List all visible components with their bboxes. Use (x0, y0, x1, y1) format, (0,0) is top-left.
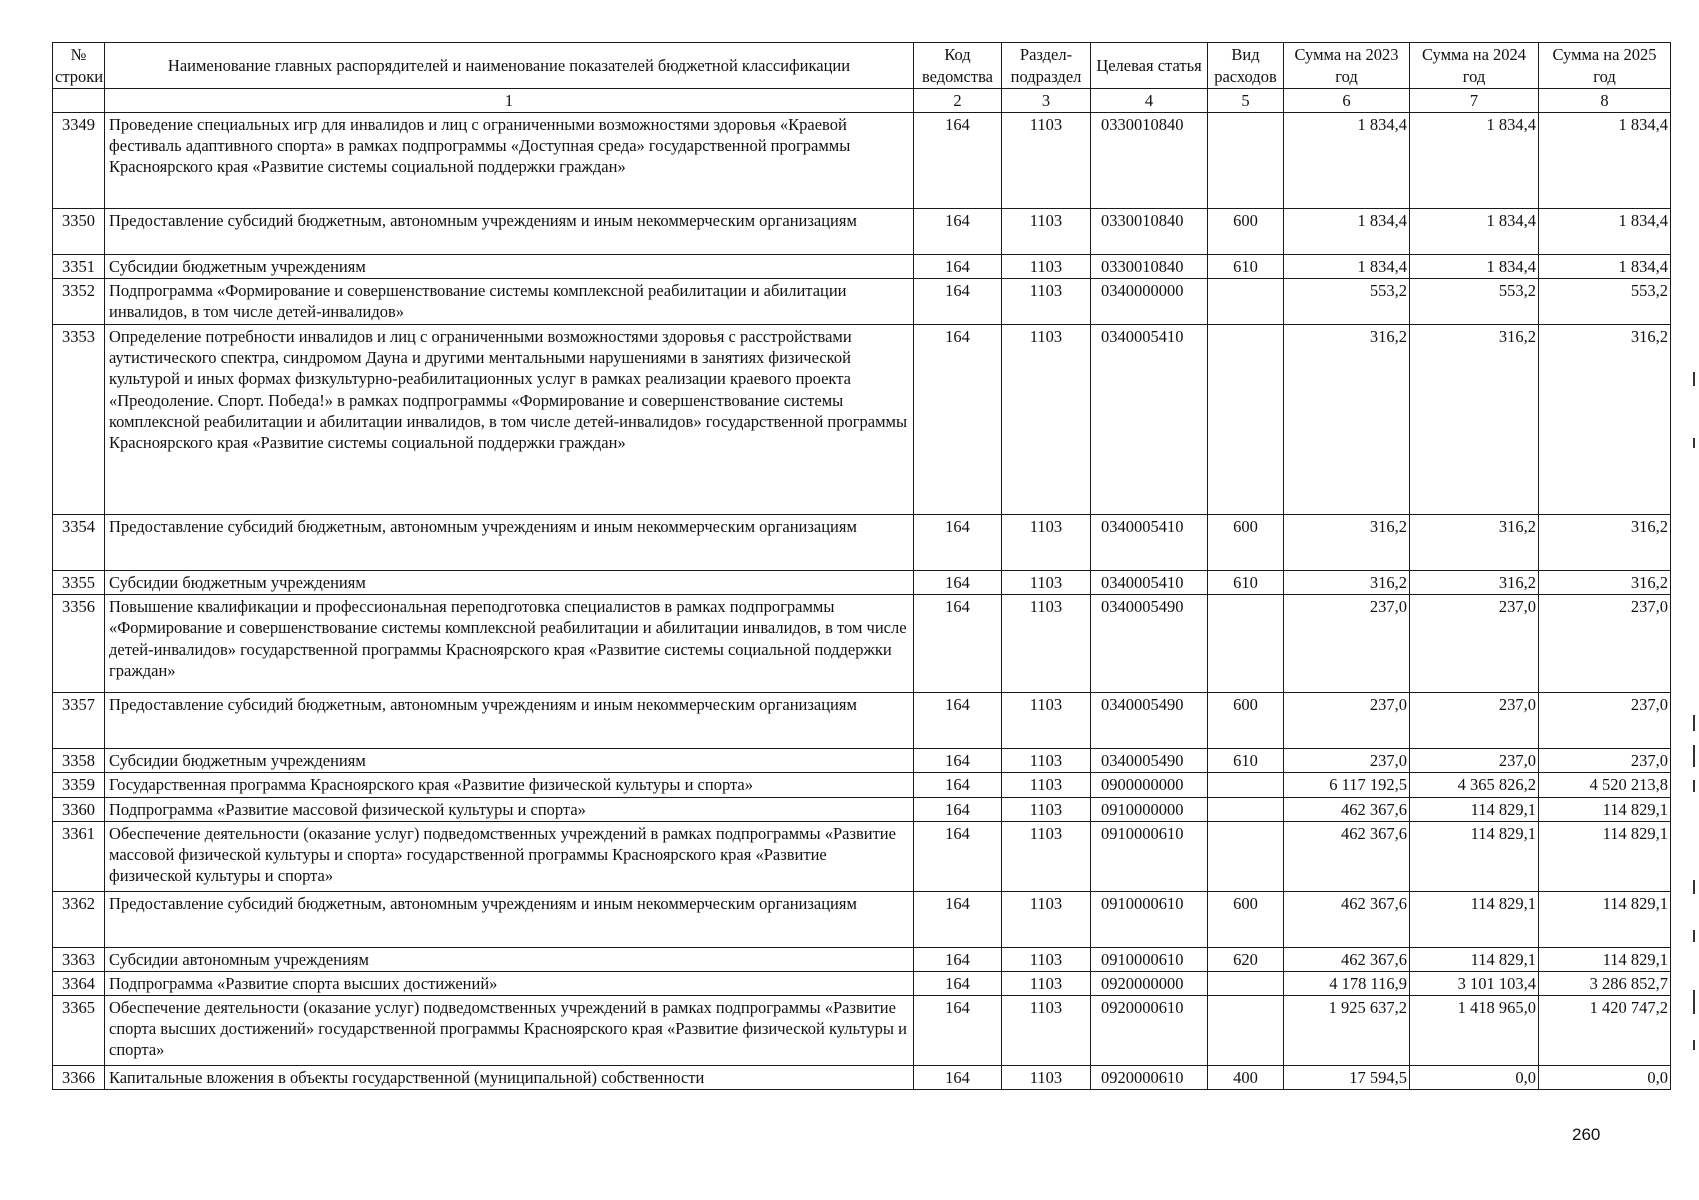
row-number: 3365 (53, 995, 105, 1065)
row-vid: 600 (1208, 891, 1284, 947)
table-row (53, 113, 1671, 209)
row-number: 3353 (53, 325, 105, 515)
row-sum-2024: 237,0 (1410, 693, 1539, 749)
row-sum-2023: 462 367,6 (1284, 797, 1410, 821)
column-number: 7 (1410, 89, 1539, 113)
row-name: Предоставление субсидий бюджетным, автономным учреждениям и иным некоммерческим организациям (105, 693, 914, 749)
scan-mark (1693, 880, 1695, 894)
row-section: 1103 (1002, 325, 1091, 515)
scan-mark (1693, 930, 1695, 942)
header-num: № строки (53, 43, 105, 89)
row-sum-2025: 316,2 (1539, 515, 1671, 571)
row-section: 1103 (1002, 571, 1091, 595)
row-section: 1103 (1002, 797, 1091, 821)
row-vid: 600 (1208, 515, 1284, 571)
row-number: 3350 (53, 209, 105, 255)
row-sum-2025: 237,0 (1539, 595, 1671, 693)
table-row (53, 971, 1671, 995)
row-number: 3355 (53, 571, 105, 595)
row-code: 164 (914, 571, 1002, 595)
row-sum-2024: 1 834,4 (1410, 113, 1539, 209)
row-sum-2024: 1 834,4 (1410, 255, 1539, 279)
row-target: 0920000000 (1091, 971, 1208, 995)
row-code: 164 (914, 279, 1002, 325)
row-vid (1208, 595, 1284, 693)
scan-mark (1693, 990, 1695, 1014)
row-name: Субсидии бюджетным учреждениям (105, 571, 914, 595)
row-sum-2025: 4 520 213,8 (1539, 773, 1671, 797)
row-name: Государственная программа Красноярского края «Развитие физической культуры и спорта» (105, 773, 914, 797)
row-number: 3352 (53, 279, 105, 325)
row-target: 0340005410 (1091, 325, 1208, 515)
row-target: 0340005490 (1091, 693, 1208, 749)
row-name: Повышение квалификации и профессиональная переподготовка специалистов в рамках подпрограммы «Формирование и совершенствование системы комплексной реабилитации и абилитации инвалидов, в том числе детей-инвалидов» государственной программы Красноярского края «Развитие системы социальной поддержки граждан» (105, 595, 914, 693)
table-row (53, 947, 1671, 971)
row-section: 1103 (1002, 995, 1091, 1065)
row-number: 3366 (53, 1065, 105, 1089)
row-section: 1103 (1002, 595, 1091, 693)
row-sum-2024: 1 834,4 (1410, 209, 1539, 255)
row-name: Предоставление субсидий бюджетным, автономным учреждениям и иным некоммерческим организациям (105, 515, 914, 571)
row-section: 1103 (1002, 821, 1091, 891)
column-number: 3 (1002, 89, 1091, 113)
row-number: 3363 (53, 947, 105, 971)
header-row (53, 43, 1671, 89)
row-number: 3351 (53, 255, 105, 279)
row-code: 164 (914, 995, 1002, 1065)
header-sum-2024: Сумма на 2024 год (1410, 43, 1539, 89)
row-code: 164 (914, 891, 1002, 947)
row-target: 0910000610 (1091, 821, 1208, 891)
header-sum-2025: Сумма на 2025 год (1539, 43, 1671, 89)
row-sum-2024: 114 829,1 (1410, 797, 1539, 821)
row-number: 3362 (53, 891, 105, 947)
row-sum-2025: 114 829,1 (1539, 947, 1671, 971)
row-number: 3361 (53, 821, 105, 891)
row-sum-2025: 0,0 (1539, 1065, 1671, 1089)
row-name: Обеспечение деятельности (оказание услуг) подведомственных учреждений в рамках подпрограммы «Развитие массовой физической культуры и спорта» государственной программы Красноярского края «Развитие физической культуры и спорта» (105, 821, 914, 891)
row-vid (1208, 995, 1284, 1065)
scan-mark (1693, 438, 1695, 448)
row-vid (1208, 279, 1284, 325)
row-code: 164 (914, 209, 1002, 255)
table-row (53, 1065, 1671, 1089)
row-code: 164 (914, 693, 1002, 749)
row-code: 164 (914, 325, 1002, 515)
row-vid (1208, 773, 1284, 797)
row-number: 3356 (53, 595, 105, 693)
row-sum-2025: 316,2 (1539, 571, 1671, 595)
header-code: Код ведомства (914, 43, 1002, 89)
row-sum-2023: 4 178 116,9 (1284, 971, 1410, 995)
row-number: 3360 (53, 797, 105, 821)
row-target: 0340005410 (1091, 515, 1208, 571)
row-sum-2025: 1 420 747,2 (1539, 995, 1671, 1065)
row-section: 1103 (1002, 255, 1091, 279)
row-section: 1103 (1002, 749, 1091, 773)
table-row (53, 515, 1671, 571)
header-name: Наименование главных распорядителей и наименование показателей бюджетной классификации (105, 43, 914, 89)
row-target: 0330010840 (1091, 113, 1208, 209)
row-number: 3354 (53, 515, 105, 571)
row-sum-2024: 316,2 (1410, 571, 1539, 595)
row-sum-2023: 1 834,4 (1284, 113, 1410, 209)
row-vid (1208, 971, 1284, 995)
table-row (53, 773, 1671, 797)
row-sum-2023: 1 925 637,2 (1284, 995, 1410, 1065)
row-name: Субсидии бюджетным учреждениям (105, 749, 914, 773)
row-target: 0340005490 (1091, 595, 1208, 693)
budget-table (52, 42, 1671, 1090)
row-name: Подпрограмма «Формирование и совершенствование системы комплексной реабилитации и абилитации инвалидов, в том числе детей-инвалидов» (105, 279, 914, 325)
column-number: 5 (1208, 89, 1284, 113)
row-code: 164 (914, 113, 1002, 209)
table-row (53, 325, 1671, 515)
row-target: 0340005410 (1091, 571, 1208, 595)
row-sum-2023: 237,0 (1284, 693, 1410, 749)
row-sum-2024: 237,0 (1410, 749, 1539, 773)
row-section: 1103 (1002, 693, 1091, 749)
row-sum-2024: 553,2 (1410, 279, 1539, 325)
row-target: 0340005490 (1091, 749, 1208, 773)
scan-mark (1693, 715, 1695, 731)
row-sum-2025: 114 829,1 (1539, 821, 1671, 891)
row-name: Предоставление субсидий бюджетным, автономным учреждениям и иным некоммерческим организациям (105, 891, 914, 947)
table-row (53, 797, 1671, 821)
header-section: Раздел-подраздел (1002, 43, 1091, 89)
row-sum-2024: 4 365 826,2 (1410, 773, 1539, 797)
row-sum-2025: 316,2 (1539, 325, 1671, 515)
row-vid (1208, 797, 1284, 821)
row-vid: 620 (1208, 947, 1284, 971)
row-number: 3359 (53, 773, 105, 797)
row-code: 164 (914, 255, 1002, 279)
row-vid: 610 (1208, 749, 1284, 773)
row-sum-2025: 237,0 (1539, 693, 1671, 749)
row-code: 164 (914, 947, 1002, 971)
row-code: 164 (914, 515, 1002, 571)
row-code: 164 (914, 797, 1002, 821)
row-sum-2023: 237,0 (1284, 595, 1410, 693)
column-number: 1 (105, 89, 914, 113)
row-vid: 600 (1208, 693, 1284, 749)
row-section: 1103 (1002, 773, 1091, 797)
row-vid: 600 (1208, 209, 1284, 255)
row-vid: 610 (1208, 571, 1284, 595)
row-section: 1103 (1002, 279, 1091, 325)
row-sum-2023: 1 834,4 (1284, 255, 1410, 279)
page-number: 260 (1572, 1125, 1601, 1144)
row-sum-2024: 237,0 (1410, 595, 1539, 693)
row-target: 0910000000 (1091, 797, 1208, 821)
column-number: 6 (1284, 89, 1410, 113)
row-target: 0920000610 (1091, 995, 1208, 1065)
column-number: 4 (1091, 89, 1208, 113)
row-target: 0910000610 (1091, 947, 1208, 971)
row-sum-2024: 114 829,1 (1410, 821, 1539, 891)
column-number: 8 (1539, 89, 1671, 113)
row-name: Субсидии автономным учреждениям (105, 947, 914, 971)
header-vid: Вид расходов (1208, 43, 1284, 89)
row-code: 164 (914, 749, 1002, 773)
row-sum-2023: 462 367,6 (1284, 821, 1410, 891)
row-sum-2025: 1 834,4 (1539, 255, 1671, 279)
row-section: 1103 (1002, 209, 1091, 255)
row-name: Субсидии бюджетным учреждениям (105, 255, 914, 279)
table-row (53, 995, 1671, 1065)
scan-mark (1693, 745, 1695, 767)
row-sum-2024: 3 101 103,4 (1410, 971, 1539, 995)
row-sum-2023: 316,2 (1284, 571, 1410, 595)
row-sum-2025: 114 829,1 (1539, 891, 1671, 947)
row-section: 1103 (1002, 891, 1091, 947)
row-sum-2023: 1 834,4 (1284, 209, 1410, 255)
row-name: Капитальные вложения в объекты государственной (муниципальной) собственности (105, 1065, 914, 1089)
row-section: 1103 (1002, 1065, 1091, 1089)
row-target: 0920000610 (1091, 1065, 1208, 1089)
row-vid (1208, 113, 1284, 209)
table-body (53, 113, 1671, 1090)
column-number-row (53, 89, 1671, 113)
row-name: Предоставление субсидий бюджетным, автономным учреждениям и иным некоммерческим организациям (105, 209, 914, 255)
row-sum-2024: 0,0 (1410, 1065, 1539, 1089)
row-code: 164 (914, 971, 1002, 995)
row-sum-2023: 17 594,5 (1284, 1065, 1410, 1089)
row-vid: 400 (1208, 1065, 1284, 1089)
row-section: 1103 (1002, 515, 1091, 571)
row-name: Подпрограмма «Развитие спорта высших достижений» (105, 971, 914, 995)
scan-mark (1693, 372, 1695, 386)
row-sum-2024: 316,2 (1410, 515, 1539, 571)
table-row (53, 891, 1671, 947)
row-code: 164 (914, 821, 1002, 891)
row-sum-2024: 1 418 965,0 (1410, 995, 1539, 1065)
table-row (53, 821, 1671, 891)
row-sum-2024: 114 829,1 (1410, 891, 1539, 947)
table-row (53, 255, 1671, 279)
row-sum-2023: 462 367,6 (1284, 891, 1410, 947)
table-row (53, 279, 1671, 325)
table-row (53, 749, 1671, 773)
row-code: 164 (914, 1065, 1002, 1089)
row-number: 3357 (53, 693, 105, 749)
row-sum-2025: 553,2 (1539, 279, 1671, 325)
row-sum-2023: 553,2 (1284, 279, 1410, 325)
row-code: 164 (914, 773, 1002, 797)
table-row (53, 209, 1671, 255)
table-row (53, 595, 1671, 693)
row-sum-2025: 3 286 852,7 (1539, 971, 1671, 995)
row-sum-2023: 316,2 (1284, 515, 1410, 571)
row-section: 1103 (1002, 971, 1091, 995)
header-sum-2023: Сумма на 2023 год (1284, 43, 1410, 89)
row-sum-2023: 316,2 (1284, 325, 1410, 515)
row-sum-2023: 237,0 (1284, 749, 1410, 773)
column-number: 2 (914, 89, 1002, 113)
row-number: 3358 (53, 749, 105, 773)
row-name: Обеспечение деятельности (оказание услуг) подведомственных учреждений в рамках подпрограммы «Развитие спорта высших достижений» государственной программы Красноярского края «Развитие физической культуры и спорта» (105, 995, 914, 1065)
row-sum-2025: 1 834,4 (1539, 209, 1671, 255)
row-sum-2025: 1 834,4 (1539, 113, 1671, 209)
row-target: 0330010840 (1091, 209, 1208, 255)
row-vid (1208, 325, 1284, 515)
table-row (53, 571, 1671, 595)
row-sum-2024: 316,2 (1410, 325, 1539, 515)
row-name: Определение потребности инвалидов и лиц с ограниченными возможностями здоровья с расстройствами аутистического спектра, синдромом Дауна и другими ментальными нарушениями в занятиях физической культурой и иных формах физкультурно-реабилитационных услуг в рамках реализации краевого проекта «Преодоление. Спорт. Победа!» в рамках подпрограммы «Формирование и совершенствование системы комплексной реабилитации и абилитации инвалидов, в том числе детей-инвалидов» государственной программы Красноярского края «Развитие системы социальной поддержки граждан» (105, 325, 914, 515)
row-target: 0340000000 (1091, 279, 1208, 325)
row-vid: 610 (1208, 255, 1284, 279)
scan-mark (1693, 1040, 1695, 1050)
row-number: 3364 (53, 971, 105, 995)
row-sum-2025: 237,0 (1539, 749, 1671, 773)
row-name: Проведение специальных игр для инвалидов и лиц с ограниченными возможностями здоровья «Краевой фестиваль адаптивного спорта» в рамках подпрограммы «Доступная среда» государственной программы Красноярского края «Развитие системы социальной поддержки граждан» (105, 113, 914, 209)
header-target: Целевая статья (1091, 43, 1208, 89)
row-sum-2024: 114 829,1 (1410, 947, 1539, 971)
row-section: 1103 (1002, 947, 1091, 971)
row-number: 3349 (53, 113, 105, 209)
row-name: Подпрограмма «Развитие массовой физической культуры и спорта» (105, 797, 914, 821)
row-target: 0330010840 (1091, 255, 1208, 279)
table-row (53, 693, 1671, 749)
row-code: 164 (914, 595, 1002, 693)
row-section: 1103 (1002, 113, 1091, 209)
row-sum-2023: 462 367,6 (1284, 947, 1410, 971)
row-sum-2025: 114 829,1 (1539, 797, 1671, 821)
row-sum-2023: 6 117 192,5 (1284, 773, 1410, 797)
column-number (53, 89, 105, 113)
scan-mark (1693, 780, 1695, 792)
row-vid (1208, 821, 1284, 891)
row-target: 0910000610 (1091, 891, 1208, 947)
row-target: 0900000000 (1091, 773, 1208, 797)
